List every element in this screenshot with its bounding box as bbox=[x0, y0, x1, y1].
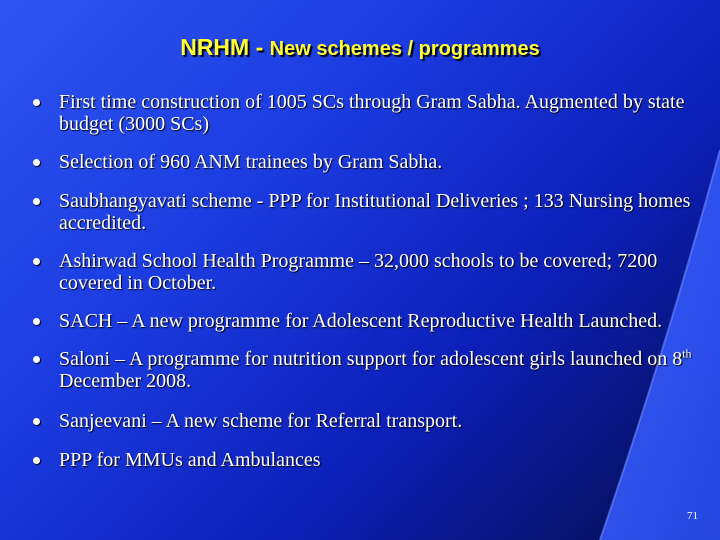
list-item bbox=[33, 348, 693, 392]
title-separator: - bbox=[249, 34, 270, 60]
page-number: 71 bbox=[687, 510, 698, 522]
list-item bbox=[33, 410, 693, 432]
bullet-icon bbox=[33, 99, 40, 106]
list-item-text: SACH – A new programme for Adolescent Reproductive Health Launched. bbox=[59, 310, 663, 332]
bullet-icon bbox=[33, 258, 40, 265]
bullet-icon bbox=[33, 418, 40, 425]
list-item-text: PPP for MMUs and Ambulances bbox=[59, 449, 321, 471]
bullet-icon bbox=[33, 159, 40, 166]
list-item-text: Saubhangyavati scheme - PPP for Institutional Deliveries ; 133 Nursing homes accredited. bbox=[59, 190, 691, 234]
list-item-text: First time construction of 1005 SCs through Gram Sabha. Augmented by state budget (3000 SCs) bbox=[59, 91, 685, 135]
list-item-text: Ashirwad School Health Programme – 32,000 schools to be covered; 7200 covered in October. bbox=[59, 250, 658, 294]
list-item-text: Selection of 960 ANM trainees by Gram Sabha. bbox=[59, 151, 443, 173]
bullet-list bbox=[33, 91, 693, 471]
list-item-text: Saloni – A programme for nutrition support for adolescent girls launched on 8 bbox=[59, 348, 683, 370]
list-item bbox=[33, 449, 693, 471]
list-item bbox=[33, 151, 693, 173]
list-item-text-after: December 2008. bbox=[59, 370, 192, 392]
bullet-icon bbox=[33, 356, 40, 363]
page-title bbox=[0, 34, 720, 61]
list-item bbox=[33, 310, 693, 332]
list-item-superscript: th bbox=[682, 346, 692, 361]
list-item bbox=[33, 250, 693, 294]
title-subtitle: New schemes / programmes bbox=[269, 38, 540, 60]
list-item bbox=[33, 190, 693, 234]
bullet-icon bbox=[33, 198, 40, 205]
list-item bbox=[33, 91, 693, 135]
list-item-text: Sanjeevani – A new scheme for Referral transport. bbox=[59, 410, 463, 432]
title-main: NRHM bbox=[180, 34, 250, 60]
bullet-icon bbox=[33, 318, 40, 325]
bullet-icon bbox=[33, 457, 40, 464]
